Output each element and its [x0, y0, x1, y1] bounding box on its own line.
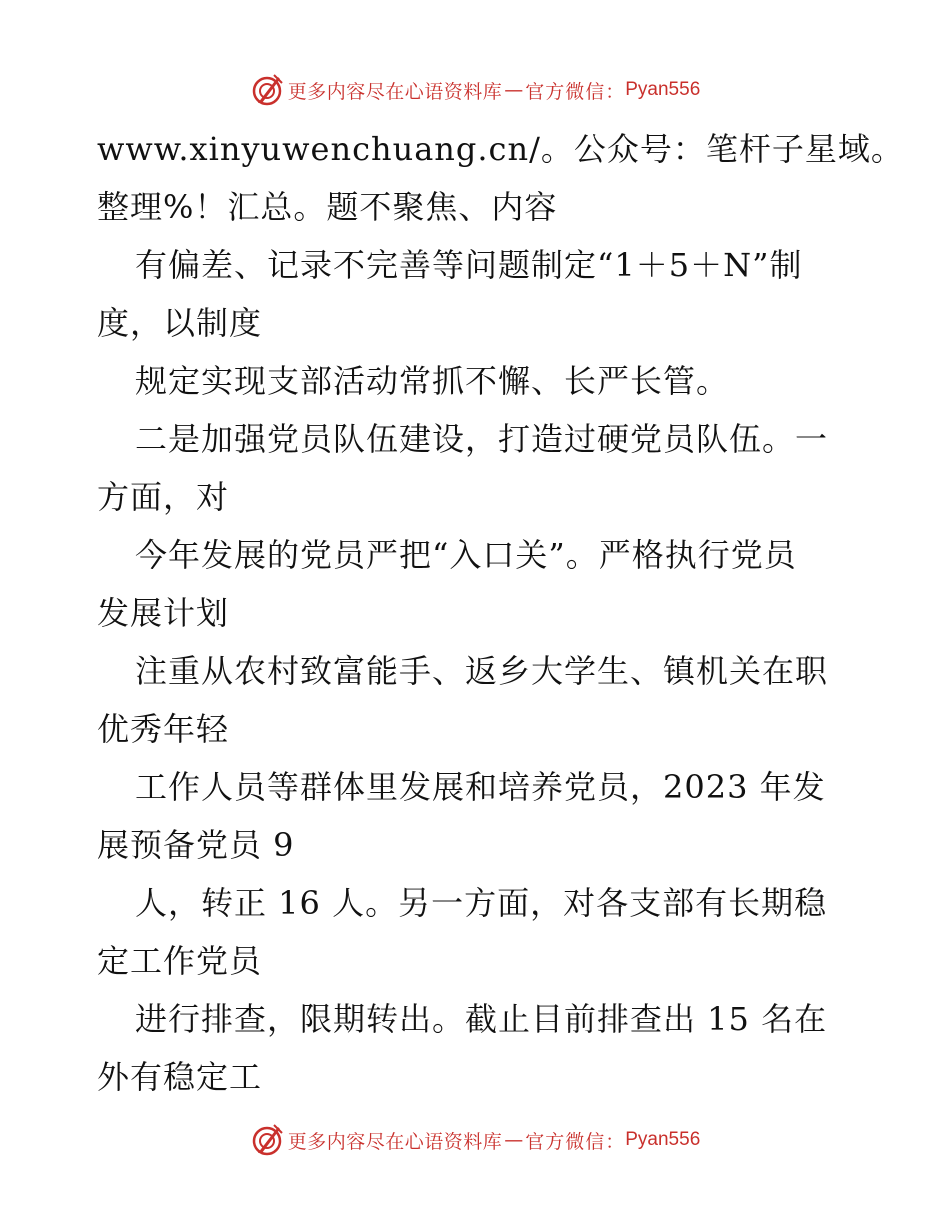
text-line-10: 注重从农村致富能手、返乡大学生、镇机关在职	[135, 652, 829, 690]
text-line-4: 度，以制度	[97, 304, 263, 342]
text-line-12: 工作人员等群体里发展和培养党员，2023 年发	[135, 768, 826, 806]
text-line-11: 优秀年轻	[97, 710, 230, 748]
banner-dash: —	[504, 79, 524, 101]
text-line-15: 定工作党员	[97, 942, 263, 980]
banner-wechat-label: 官方微信：	[525, 80, 626, 103]
text-line-1: www.xinyuwenchuang.cn/。公众号：笔杆子星域。	[97, 130, 904, 168]
quill-circle-logo-icon	[250, 1123, 284, 1157]
header-banner	[0, 70, 950, 110]
text-line-2: 整理%！汇总。题不聚焦、内容	[97, 188, 558, 226]
banner-main-text: 更多内容尽在心语资料库	[287, 1130, 503, 1153]
footer-banner	[0, 1120, 950, 1160]
banner-dash: —	[504, 1129, 524, 1151]
document-body	[97, 120, 904, 1106]
text-line-16: 进行排查，限期转出。截止目前排查出 15 名在	[135, 1000, 828, 1038]
banner-wechat-label: 官方微信：	[525, 1130, 626, 1153]
banner-main-text: 更多内容尽在心语资料库	[287, 80, 503, 103]
text-line-6: 二是加强党员队伍建设，打造过硬党员队伍。一	[135, 420, 829, 458]
text-line-17: 外有稳定工	[97, 1058, 263, 1096]
banner-wechat-id: Pyan556	[625, 79, 701, 100]
text-line-13: 展预备党员 9	[97, 826, 295, 864]
text-line-3: 有偏差、记录不完善等问题制定“1＋5＋N”制	[135, 246, 803, 284]
quill-circle-logo-icon	[250, 73, 284, 107]
text-line-8: 今年发展的党员严把“入口关”。严格执行党员	[135, 536, 797, 574]
text-line-7: 方面，对	[97, 478, 230, 516]
banner-wechat-id: Pyan556	[625, 1129, 701, 1150]
text-line-14: 人，转正 16 人。另一方面，对各支部有长期稳	[135, 884, 828, 922]
text-line-9: 发展计划	[97, 594, 230, 632]
text-line-5: 规定实现支部活动常抓不懈、长严长管。	[135, 362, 730, 400]
